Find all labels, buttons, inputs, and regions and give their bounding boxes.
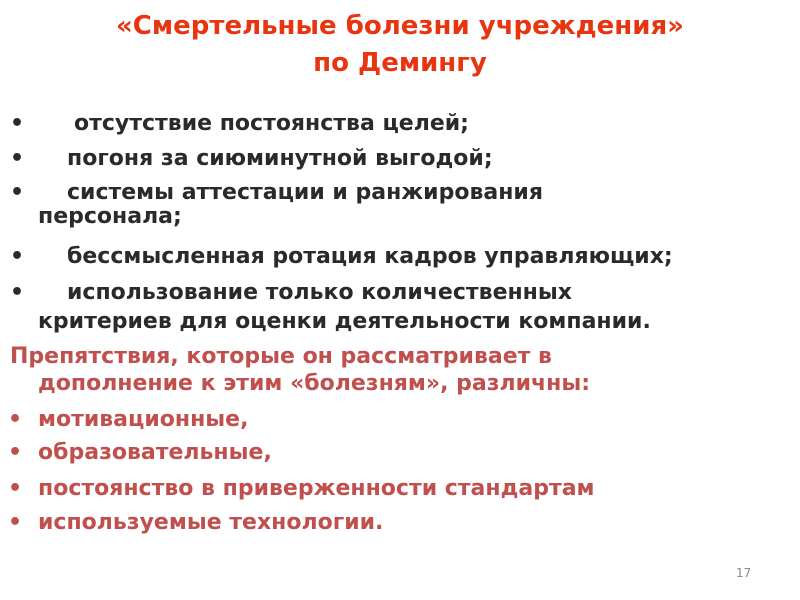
bullet-icon: •	[10, 180, 25, 205]
list-item-text: используемые технологии.	[38, 510, 384, 535]
bullet-icon: •	[8, 440, 23, 465]
list-item-text-continued: критериев для оценки деятельности компании.	[38, 309, 651, 334]
list-item-text: бессмысленная ротация кадров управляющих;	[67, 244, 673, 269]
bullet-icon: •	[10, 280, 25, 305]
list-item-text: системы аттестации и ранжирования	[67, 180, 543, 205]
slide-title	[0, 8, 800, 82]
list-item-text: отсутствие постоянства целей;	[74, 111, 469, 136]
list-item-text: использование только количественных	[67, 280, 572, 305]
bullet-icon: •	[10, 244, 25, 269]
bullet-icon: •	[10, 111, 25, 136]
page-number: 17	[736, 566, 752, 580]
slide-title-line-2: по Демингу	[313, 48, 487, 78]
obstacles-intro-line-2: дополнение к этим «болезням», различны:	[38, 371, 591, 396]
obstacles-intro-line-1: Препятствия, которые он рассматривает в	[10, 344, 552, 369]
bullet-icon: •	[8, 407, 23, 432]
slide-title-line-1: «Смертельные болезни учреждения»	[116, 11, 684, 41]
list-item-text: постоянство в приверженности стандартам	[38, 476, 595, 501]
list-item-text: мотивационные,	[38, 407, 249, 432]
bullet-icon: •	[8, 476, 23, 501]
list-item-text: погоня за сиюминутной выгодой;	[67, 146, 493, 171]
list-item-text: образовательные,	[38, 440, 272, 465]
list-item-text-continued: персонала;	[38, 204, 182, 229]
bullet-icon: •	[10, 146, 25, 171]
bullet-icon: •	[8, 510, 23, 535]
